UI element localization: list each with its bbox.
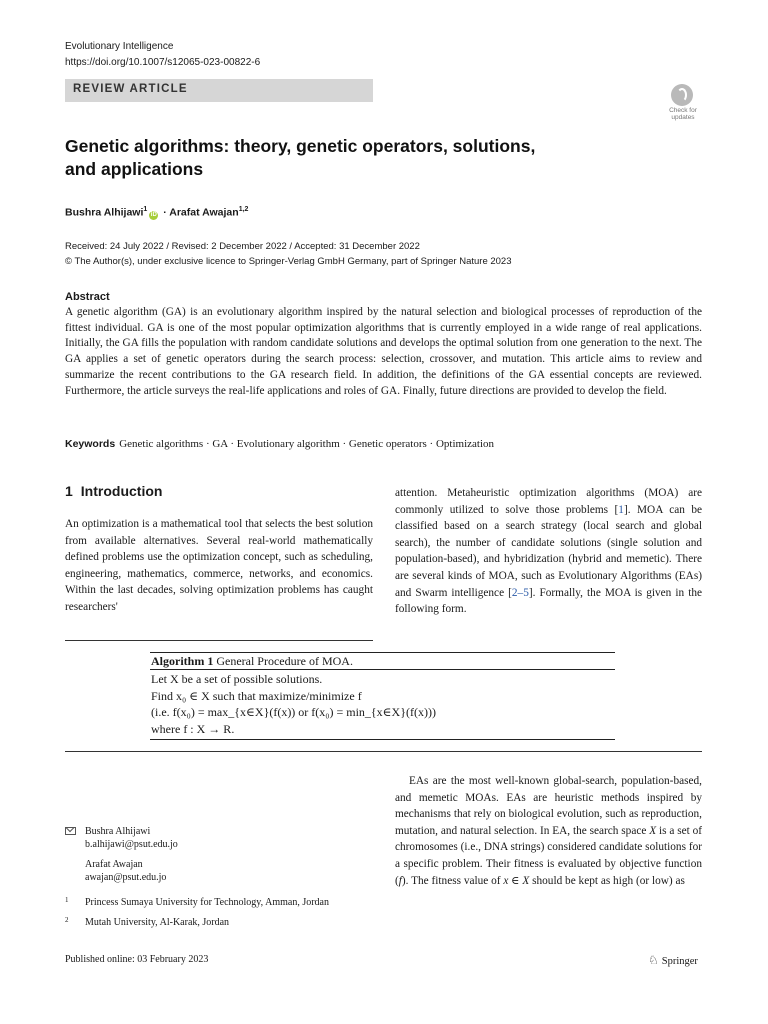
divider xyxy=(65,640,373,641)
affiliation-number: 2 xyxy=(65,916,69,924)
algorithm-top-rule xyxy=(150,652,615,653)
algorithm-line: where f : X → R. xyxy=(151,721,235,736)
springer-horse-icon: ♘ xyxy=(648,953,659,967)
author-separator: · xyxy=(160,206,170,219)
body-paragraph: EAs are the most well-known global-search, population-based, and memetic MOAs. EAs are heuristic methods inspired by mechanisms that rely on biological evolution, such as reproduction, mutation, and natural selection. In EA, the search space X is a set of chromosomes (i.e., DNA strings) considered candidate solutions for a specific problem. Their fitness is evaluated by objective function (f). The fitness value of x ∈ X should be kept as high (or low) as xyxy=(395,775,702,887)
algorithm-line: (i.e. f(x₀) = max_{x∈X}(f(x)) or f(x₀) = min_{x∈X}(f(x))) xyxy=(151,705,436,719)
article-history: Received: 24 July 2022 / Revised: 2 December 2022 / Accepted: 31 December 2022 xyxy=(65,241,420,252)
keywords-label: Keywords xyxy=(65,438,116,450)
affiliation-mark: 1 xyxy=(143,206,148,213)
algorithm-caption xyxy=(151,654,353,668)
author-name[interactable]: Bushra Alhijawi xyxy=(65,206,144,219)
citation-link[interactable]: 2–5 xyxy=(511,586,529,599)
algorithm-body xyxy=(151,671,436,737)
body-paragraph: An optimization is a mathematical tool that selects the best solution from available alternatives. Several real-world mathematically defined problems use the optimization concept, such as scheduling, engineering, mathematics, commerce, networks, and economics. Within the last decades, solving optimization problems has caught researchers' xyxy=(65,518,373,613)
section-heading xyxy=(65,483,162,499)
body-paragraph: attention. Metaheuristic optimization algorithms (MOA) are commonly utilized to solve those problems [1]. MOA can be classified based on a search strategy (local search and global search), the number of candidate solutions (single solution and population-based), and hybridization (hybrid and memetic). There are several kinds of MOA, such as Evolutionary Algorithms (EAs) and Swarm intelligence [2–5]. Formally, the MOA is given in the following form. xyxy=(395,487,702,616)
doi-link[interactable]: https://doi.org/10.1007/s12065-023-00822-6 xyxy=(65,57,261,68)
affiliation-mark: 1,2 xyxy=(238,206,249,213)
algorithm-caption-rule xyxy=(150,669,615,670)
footnote-author-name: Bushra Alhijawi xyxy=(85,826,151,837)
orcid-icon[interactable]: iD xyxy=(150,211,157,218)
author-email[interactable]: b.alhijawi@psut.edu.jo xyxy=(85,839,178,850)
check-updates-label: Check for updates xyxy=(669,107,697,121)
refresh-icon xyxy=(671,84,693,106)
coauthor-contact xyxy=(65,858,375,884)
affiliation xyxy=(65,896,375,909)
keywords xyxy=(65,437,494,452)
keywords-list: Genetic algorithms · GA · Evolutionary algorithm · Genetic operators · Optimization xyxy=(119,438,495,450)
abstract-heading: Abstract xyxy=(65,291,110,303)
author-list xyxy=(65,203,248,220)
algorithm-title: General Procedure of MOA. xyxy=(216,654,353,668)
article-type-label: REVIEW ARTICLE xyxy=(73,83,188,95)
publisher-name: Springer xyxy=(661,956,698,967)
algorithm-line: Let X be a set of possible solutions. xyxy=(151,672,323,686)
affiliation xyxy=(65,916,375,929)
affiliation-text: Mutah University, Al-Karak, Jordan xyxy=(85,917,230,928)
author-email[interactable]: awajan@psut.edu.jo xyxy=(85,872,167,883)
section-number: 1 xyxy=(65,483,73,499)
algorithm-bottom-rule xyxy=(150,739,615,740)
citation-link[interactable]: 1 xyxy=(618,503,624,516)
article-title: Genetic algorithms: theory, genetic operators, solutions, and applications xyxy=(65,136,536,179)
publisher-logo xyxy=(648,953,698,968)
corresponding-author xyxy=(65,825,375,851)
algorithm-line: Find x₀ ∈ X such that maximize/minimize f xyxy=(151,688,362,703)
copyright-notice: © The Author(s), under exclusive licence to Springer-Verlag GmbH Germany, part of Springer Nature 2023 xyxy=(65,256,512,267)
publication-date: Published online: 03 February 2023 xyxy=(65,954,209,965)
footnotes xyxy=(65,825,375,929)
abstract-text: A genetic algorithm (GA) is an evolutionary algorithm inspired by the natural selection and biological processes of reproduction of the fittest individual. GA is one of the most popular optimization algorithms that is currently employed in a wide range of real applications. Initially, the GA fills the population with random candidate solutions and develops the optimal solution from one generation to the next. The GA applies a set of genetic operators during the search process: selection, crossover, and mutation. This article aims to review and summarize the recent contributions to the GA research field. In addition, the definitions of the GA essential concepts are reviewed. Furthermore, the article surveys the real-life applications and roles of GA. Finally, future directions are provided to develop the field. xyxy=(65,306,702,397)
footnote-author-name: Arafat Awajan xyxy=(85,859,143,870)
journal-name: Evolutionary Intelligence xyxy=(65,41,174,52)
divider xyxy=(65,751,702,752)
article-type-band xyxy=(65,79,373,102)
affiliation-text: Princess Sumaya University for Technology, Amman, Jordan xyxy=(85,897,329,908)
check-for-updates-badge[interactable] xyxy=(664,84,702,123)
envelope-icon xyxy=(65,827,76,835)
author-name[interactable]: Arafat Awajan xyxy=(169,206,239,219)
algorithm-label: Algorithm 1 xyxy=(151,654,214,668)
section-title: Introduction xyxy=(80,483,163,499)
affiliation-number: 1 xyxy=(65,896,69,904)
